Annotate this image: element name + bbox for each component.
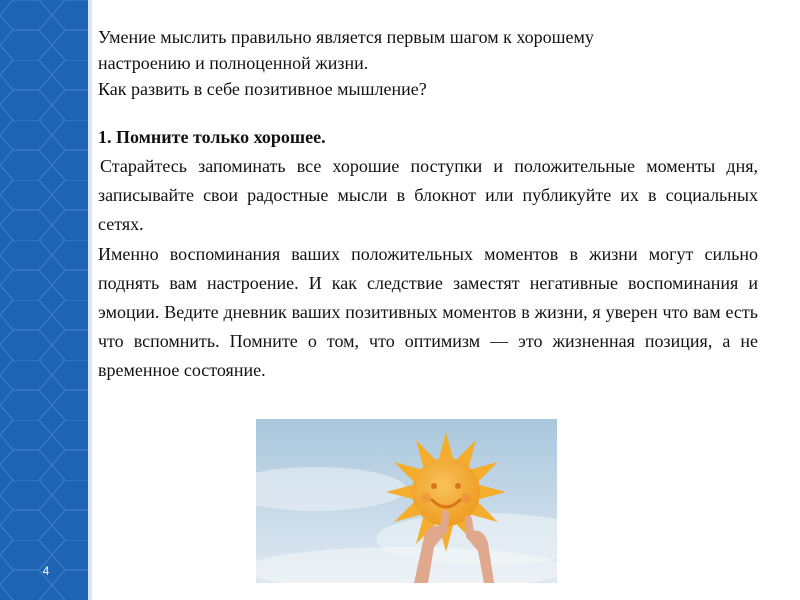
sun-in-hands-photo	[256, 419, 557, 583]
page-number: 4	[42, 564, 50, 578]
intro-line-2: настроению и полноценной жизни.	[98, 53, 369, 73]
sidebar-divider	[88, 0, 92, 600]
section-heading: 1. Помните только хорошее.	[98, 127, 326, 147]
intro-line-1: Умение мыслить правильно является первым шагом к хорошему	[98, 27, 594, 47]
hexagon-pattern	[0, 0, 92, 600]
paragraph-2: Именно воспоминания ваших положительных моментов в жизни могут сильно поднять вам настроение. И как следствие заместят негативные воспоминания и эмоции. Ведите дневник ваших позитивных моментов в жизни, я уверен что вам есть что вспомнить. Помните о том, что оптимизм — это жизненная позиция, а не временное состояние.	[98, 244, 758, 380]
paragraph-1: Старайтесь запоминать все хорошие поступки и положительные моменты дня, записывайте свои радостные мысли в блокнот или публикуйте их в социальных сетях.	[98, 156, 758, 234]
slide-content	[98, 24, 758, 384]
intro-question: Как развить в себе позитивное мышление?	[98, 79, 427, 99]
sun-in-hands-illustration	[256, 419, 557, 583]
sidebar-decoration	[0, 0, 92, 600]
intro-block	[98, 24, 758, 102]
